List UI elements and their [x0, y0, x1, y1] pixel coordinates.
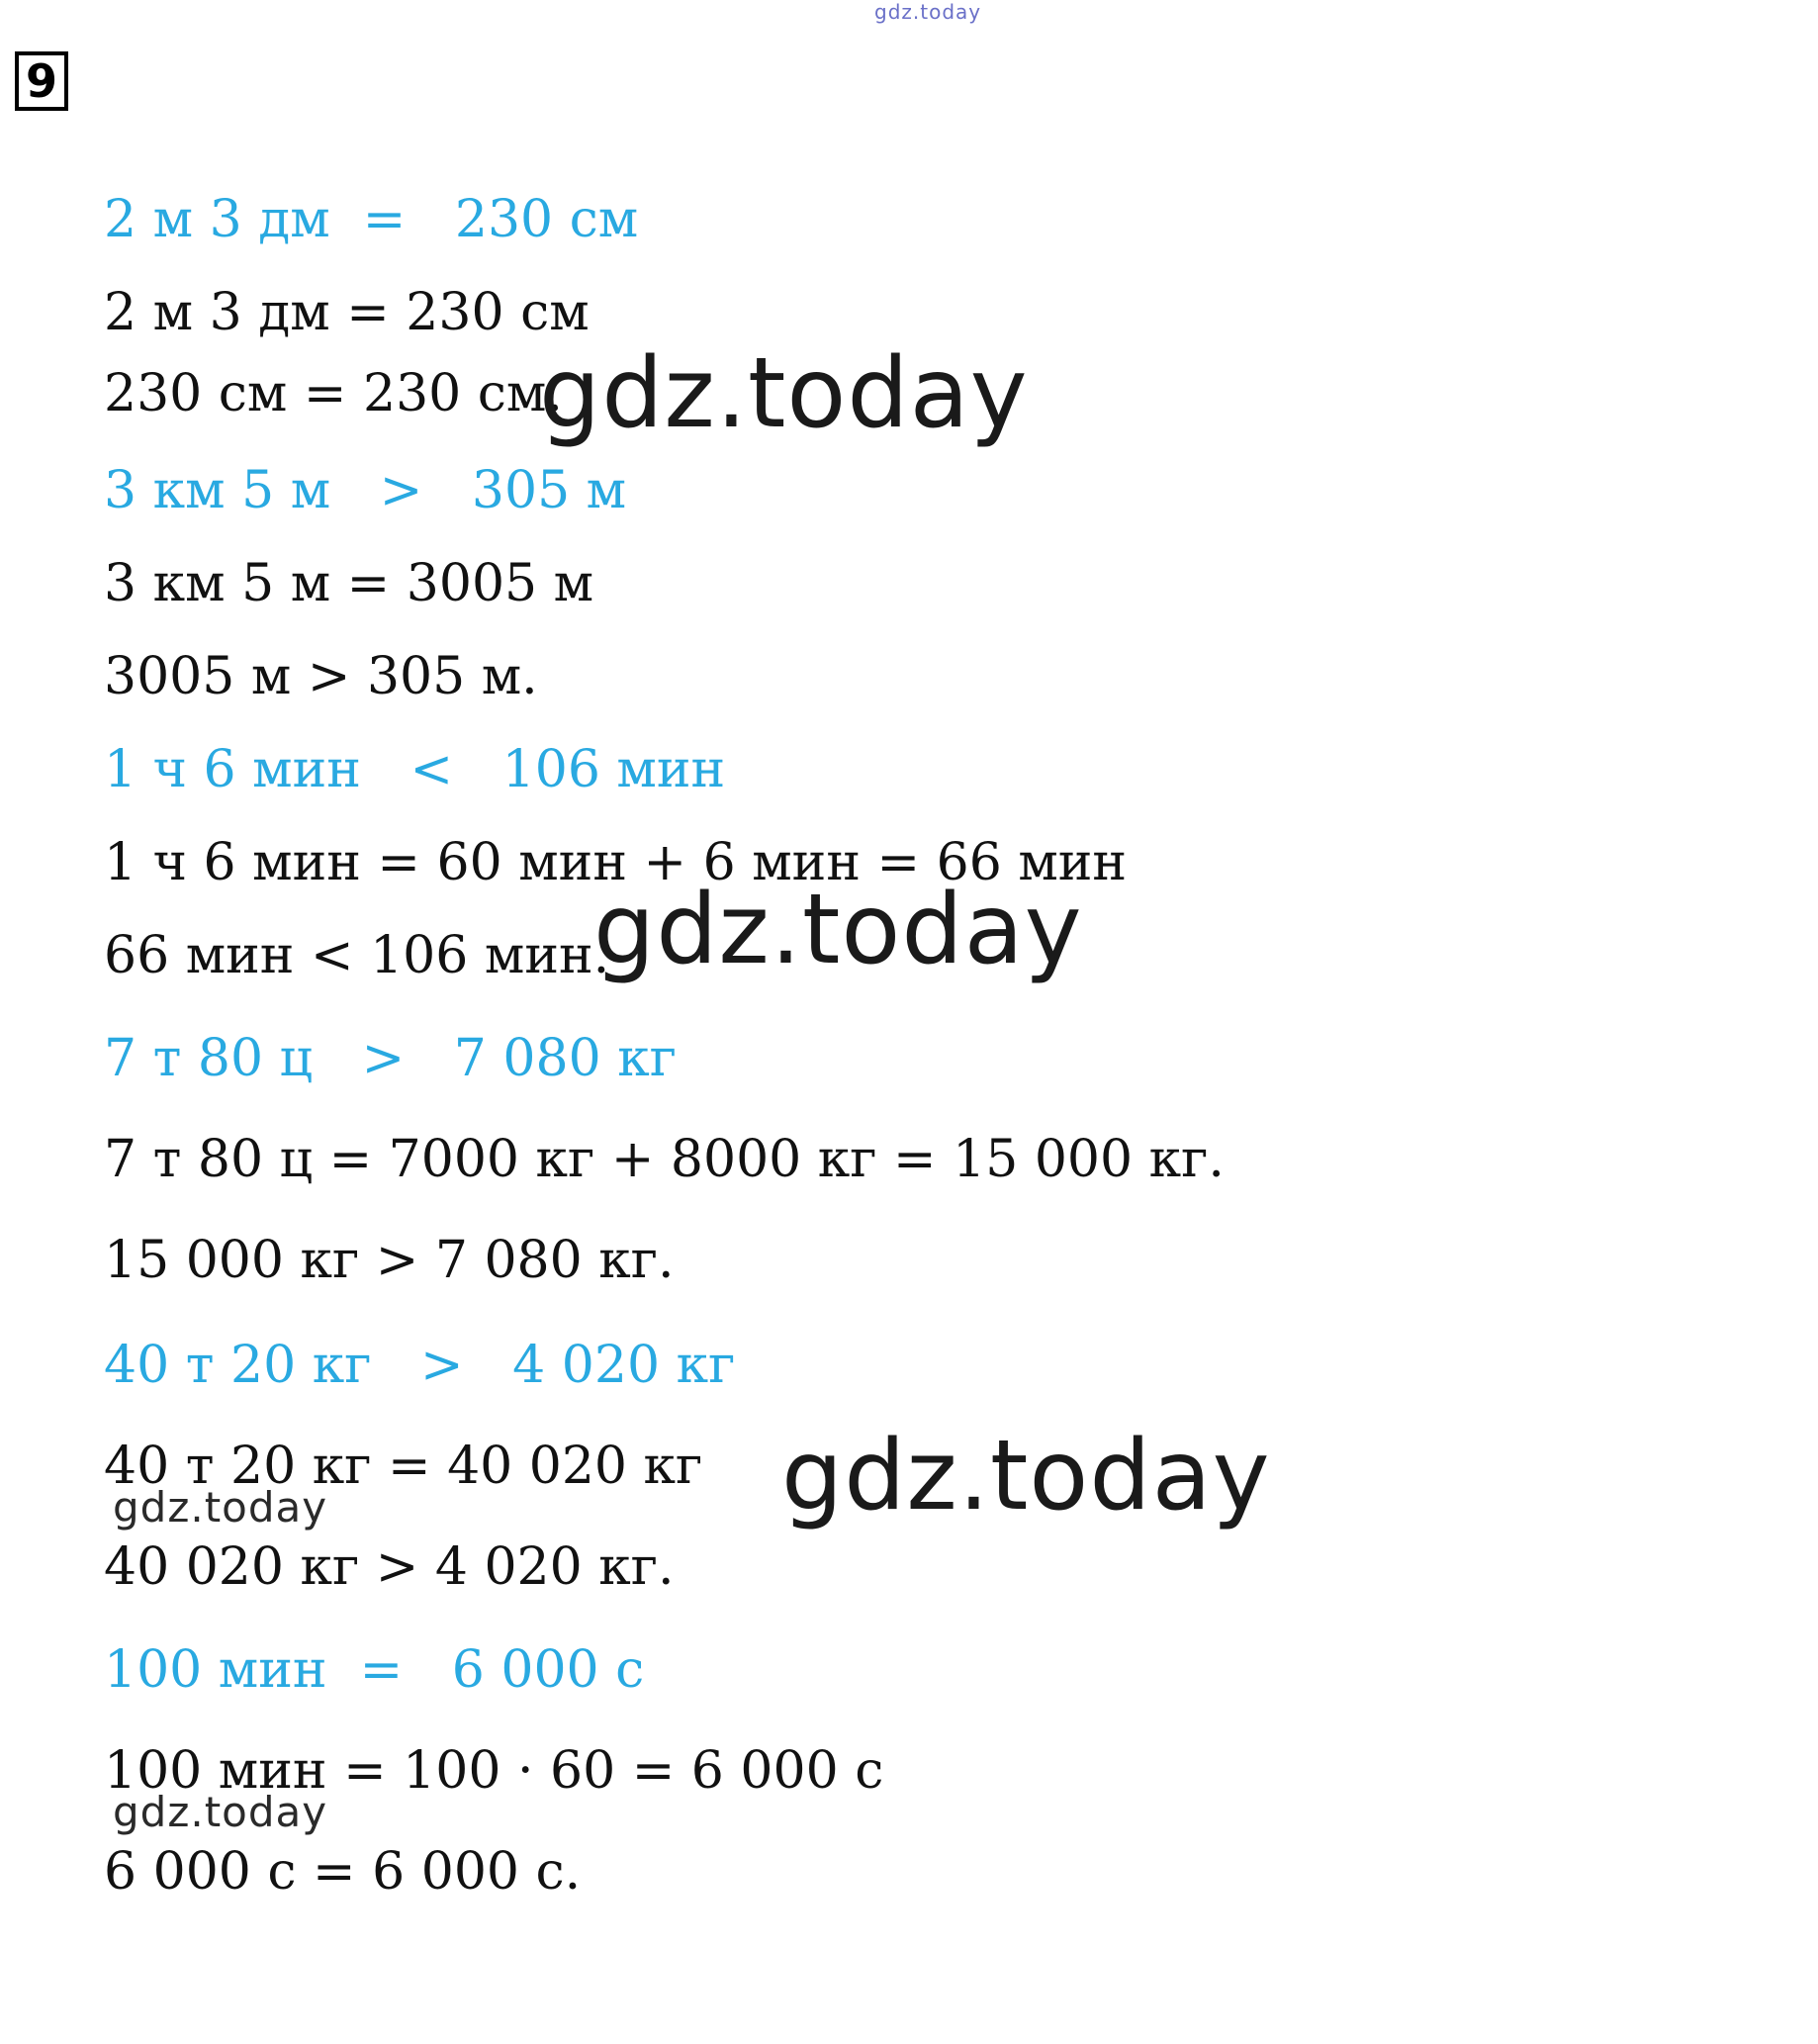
solution-line-6a: 100 мин = 100 · 60 = 6 000 с — [104, 1741, 884, 1801]
top-watermark: gdz.today — [874, 0, 982, 24]
solution-line-5b: 40 020 кг > 4 020 кг. — [104, 1537, 675, 1597]
solution-line-3a: 1 ч 6 мин = 60 мин + 6 мин = 66 мин — [104, 833, 1128, 892]
answer-line-2: 3 км 5 м > 305 м — [104, 461, 627, 520]
solution-line-1a: 2 м 3 дм = 230 см — [104, 283, 590, 342]
watermark-3: gdz.today — [781, 1420, 1271, 1533]
solution-line-4b: 15 000 кг > 7 080 кг. — [104, 1231, 675, 1290]
solution-line-5a: 40 т 20 кг = 40 020 кг — [104, 1437, 703, 1496]
answer-line-1: 2 м 3 дм = 230 см — [104, 190, 639, 249]
watermark-5: gdz.today — [113, 1788, 328, 1836]
solution-line-6b: 6 000 с = 6 000 с. — [104, 1842, 582, 1902]
solution-line-1b: 230 см = 230 см. — [104, 364, 563, 423]
watermark-2: gdz.today — [593, 874, 1083, 986]
solution-line-2a: 3 км 5 м = 3005 м — [104, 554, 594, 613]
answer-line-5: 40 т 20 кг > 4 020 кг — [104, 1336, 736, 1395]
solution-line-2b: 3005 м > 305 м. — [104, 647, 538, 706]
answer-line-4: 7 т 80 ц > 7 080 кг — [104, 1029, 677, 1088]
watermark-4: gdz.today — [113, 1483, 328, 1532]
watermark-1: gdz.today — [539, 337, 1029, 450]
answer-line-6: 100 мин = 6 000 с — [104, 1640, 645, 1700]
solution-line-3b: 66 мин < 106 мин. — [104, 926, 610, 985]
answer-line-3: 1 ч 6 мин < 106 мин — [104, 740, 726, 799]
task-number-box: 9 — [15, 51, 68, 111]
solution-line-4a: 7 т 80 ц = 7000 кг + 8000 кг = 15 000 кг. — [104, 1130, 1225, 1189]
